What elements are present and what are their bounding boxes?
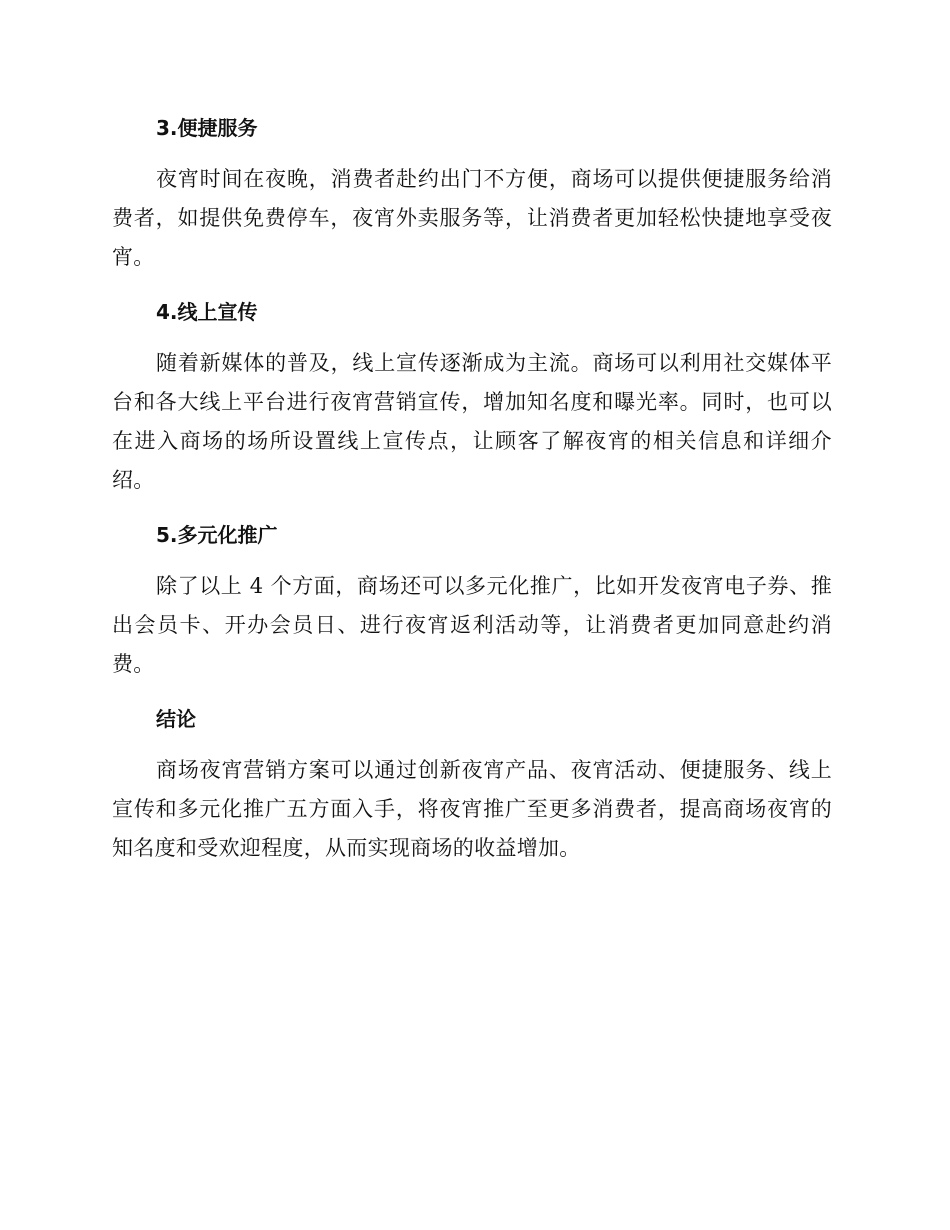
section-heading-online-promotion: 4.线上宣传 — [156, 300, 258, 324]
document-content — [112, 110, 832, 885]
section-body-convenient-service: 夜宵时间在夜晚，消费者赴约出门不方便，商场可以提供便捷服务给消费者，如提供免费停车，夜宵外卖服务等，让消费者更加轻松快捷地享受夜宵。 — [112, 167, 832, 269]
section-body-online-promotion: 随着新媒体的普及，线上宣传逐渐成为主流。商场可以利用社交媒体平台和各大线上平台进行夜宵营销宣传，增加知名度和曝光率。同时，也可以在进入商场的场所设置线上宣传点，让顾客了解夜宵的相关信息和详细介绍。 — [112, 351, 832, 492]
section-heading-diversified-promotion: 5.多元化推广 — [156, 523, 278, 547]
section-heading-convenient-service: 3.便捷服务 — [156, 116, 258, 140]
section-heading-conclusion: 结论 — [156, 707, 196, 731]
section-body-conclusion: 商场夜宵营销方案可以通过创新夜宵产品、夜宵活动、便捷服务、线上宣传和多元化推广五方面入手，将夜宵推广至更多消费者，提高商场夜宵的知名度和受欢迎程度，从而实现商场的收益增加。 — [112, 758, 832, 860]
section-body-diversified-promotion: 除了以上 4 个方面，商场还可以多元化推广，比如开发夜宵电子券、推出会员卡、开办会员日、进行夜宵返利活动等，让消费者更加同意赴约消费。 — [112, 574, 832, 676]
